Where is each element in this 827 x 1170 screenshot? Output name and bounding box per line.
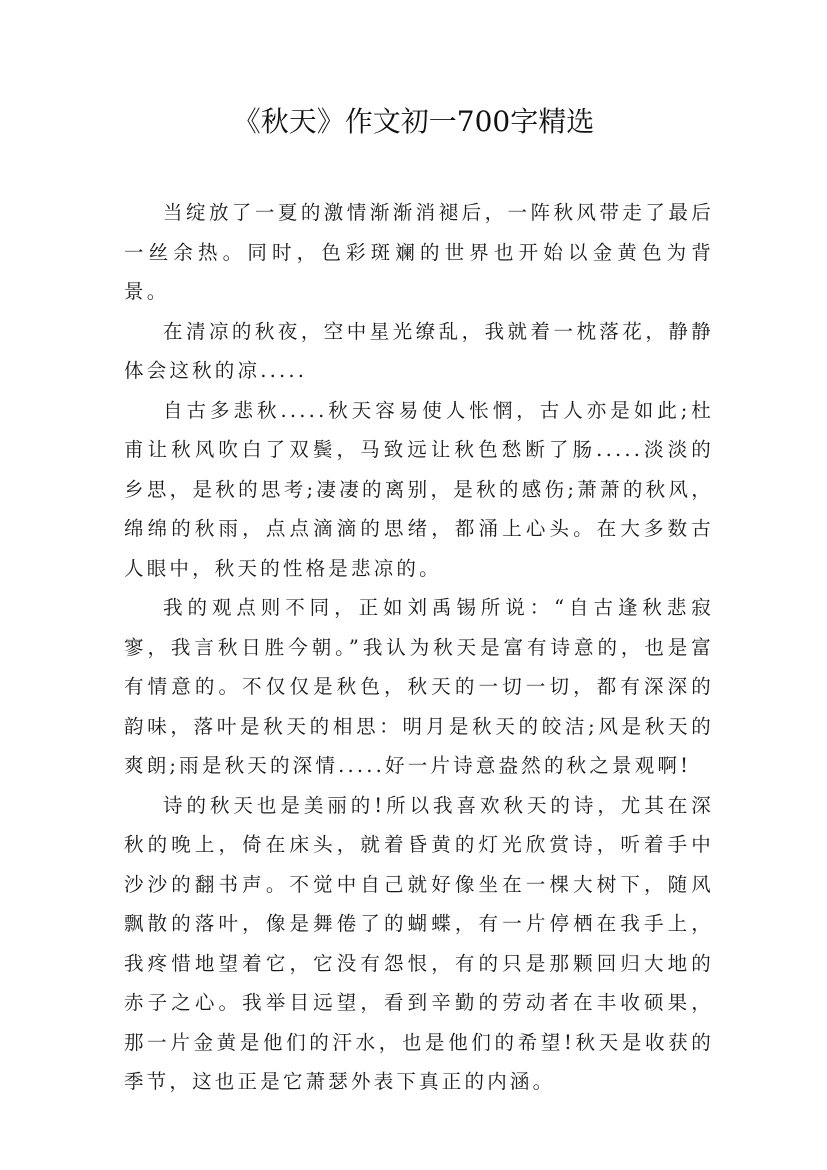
paragraph-3: 自古多悲秋.....秋天容易使人怅惘，古人亦是如此;杜甫让秋风吹白了双鬓，马致远让秋色愁断了肠.....淡淡的乡思，是秋的思考;凄凄的离别，是秋的感伤;萧萧的秋风，绵绵的秋雨，点点滴滴的思绪，都涌上心头。在大多数古人眼中，秋天的性格是悲凉的。 <box>124 398 714 580</box>
document-title: 《秋天》作文初一700字精选 <box>232 105 595 138</box>
paragraph-5: 诗的秋天也是美丽的!所以我喜欢秋天的诗，尤其在深秋的晚上，倚在床头，就着昏黄的灯光欣赏诗，听着手中沙沙的翻书声。不觉中自己就好像坐在一棵大树下，随风飘散的落叶，像是舞倦了的蝴蝶，有一片停栖在我手上，我疼惜地望着它，它没有怨恨，有的只是那颗回归大地的赤子之心。我举目远望，看到辛勤的劳动者在丰收硕果，那一片金黄是他们的汗水，也是他们的希望!秋天是收获的季节，这也正是它萧瑟外表下真正的内涵。 <box>124 793 714 1093</box>
paragraph-1: 当绽放了一夏的激情渐渐消褪后，一阵秋风带走了最后一丝余热。同时，色彩斑斓的世界也开始以金黄色为背景。 <box>124 201 714 303</box>
paragraph-2: 在清凉的秋夜，空中星光缭乱，我就着一枕落花，静静体会这秋的凉..... <box>124 319 714 382</box>
paragraph-4: 我的观点则不同，正如刘禹锡所说：“自古逢秋悲寂寥，我言秋日胜今朝。”我认为秋天是富有诗意的，也是富有情意的。不仅仅是秋色，秋天的一切一切，都有深深的韵味，落叶是秋天的相思：明月是秋天的皎洁;风是秋天的爽朗;雨是秋天的深情.....好一片诗意盎然的秋之景观啊! <box>124 596 714 777</box>
document-body <box>124 193 714 1102</box>
